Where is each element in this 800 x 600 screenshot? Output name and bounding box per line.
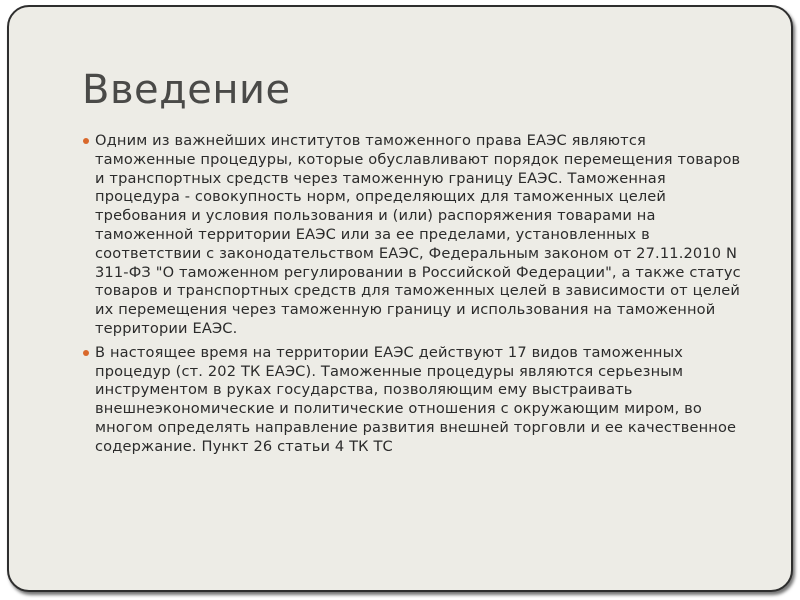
slide-title: Введение [82, 67, 291, 113]
bullet-text: В настоящее время на территории ЕАЭС действуют 17 видов таможенных процедур (ст. 202 ТК ЕАЭС). Таможенные процедуры являются серьезным инструментом в руках государства, позволяющим ему выстраивать внешнеэкономические и политические отношения с окружающим миром, во многом определять направление развития внешней торговли и ее качественное содержание. Пункт 26 статьи 4 ТК ТС [95, 343, 737, 455]
bullet-item [82, 132, 750, 339]
bullet-item [82, 344, 750, 457]
bullet-dot-icon [83, 138, 89, 144]
bullet-dot-icon [83, 350, 89, 356]
bullet-text: Одним из важнейших институтов таможенного права ЕАЭС являются таможенные процедуры, которые обуславливают порядок перемещения товаров и транспортных средств через таможенную границу ЕАЭС. Таможенная процедура - совокупность норм, определяющих для таможенных целей требования и условия пользования и (или) распоряжения товарами на таможенной территории ЕАЭС или за ее пределами, установленных в соответствии с законодательством ЕАЭС, Федеральным законом от 27.11.2010 N 311-ФЗ "О таможенном регулировании в Российской Федерации", а также статус товаров и транспортных средств для таможенных целей в зависимости от целей их перемещения через таможенную границу и использования на таможенной территории ЕАЭС. [95, 132, 741, 337]
bullet-list [82, 132, 750, 462]
